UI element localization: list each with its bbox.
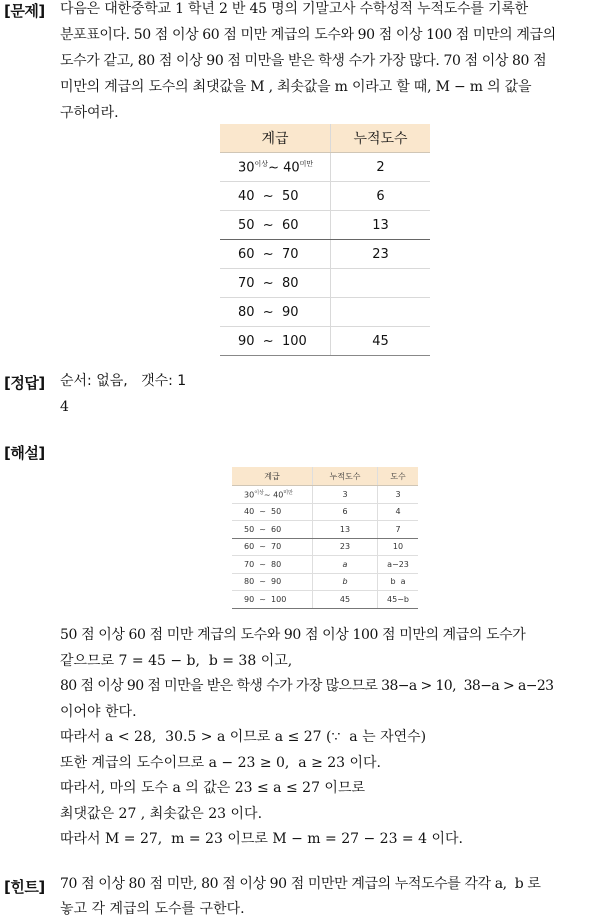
- class-range-cell: 60 ~ 70: [220, 240, 331, 269]
- hint-text: [60, 872, 590, 922]
- cumulative-cell: 3: [313, 486, 378, 504]
- class-range-cell: 80 ~ 90: [220, 298, 331, 327]
- problem-line: 미만의 계급의 도수의 최댓값을 M , 최솟값을 m 이라고 할 때, M − m 의 값을: [60, 79, 532, 95]
- table-row: [232, 538, 418, 556]
- table-row: [232, 486, 418, 504]
- cumulative-cell: 6: [313, 503, 378, 521]
- class-range-cell: 50 ~ 60: [220, 211, 331, 240]
- frequency-cell: 4: [378, 503, 419, 521]
- problem-label: [문제]: [4, 2, 45, 20]
- cumulative-cell: 6: [331, 182, 431, 211]
- class-range-cell: $30^{이상}\sim$ $40^{미만}$: [232, 486, 313, 504]
- answer-value: 4: [60, 399, 69, 415]
- table-header: 계급: [220, 124, 331, 153]
- hint-line: 70 점 이상 80 점 미만, 80 점 이상 90 점 미만만 계급의 누적도수를 각각 a, b 로: [60, 876, 541, 892]
- explanation-line: 80 점 이상 90 점 미만을 받은 학생 수가 가장 많으므로 38−a > 10, 38−a > a−23: [60, 678, 554, 694]
- cumulative-cell: 13: [331, 211, 431, 240]
- class-range-cell: 40 ~ 50: [232, 503, 313, 521]
- problem-text: [60, 0, 590, 126]
- problem-line: 분포표이다. 50 점 이상 60 점 미만 계급의 도수와 90 점 이상 100 점 미만의 계급의: [60, 27, 556, 43]
- cumulative-cell: b: [313, 573, 378, 591]
- frequency-cell: a−23: [378, 556, 419, 574]
- table-row: [220, 153, 430, 182]
- class-range-cell: 50 ~ 60: [232, 521, 313, 539]
- cumulative-cell: 13: [313, 521, 378, 539]
- explanation-label: [해설]: [4, 444, 45, 462]
- explanation-line: 또한 계급의 도수이므로 a − 23 ≥ 0, a ≥ 23 이다.: [60, 754, 382, 771]
- class-range-cell: 40 ~ 50: [220, 182, 331, 211]
- problem-line: 구하여라.: [60, 105, 119, 121]
- cumulative-cell: 23: [313, 538, 378, 556]
- table-header: 누적도수: [331, 124, 431, 153]
- table-header: 계급: [232, 467, 313, 486]
- explanation-line: 따라서 M = 27, m = 23 이므로 M − m = 27 − 23 = 4 이다.: [60, 831, 463, 847]
- explanation-line: 따라서, 마의 도수 a 의 값은 23 ≤ a ≤ 27 이므로: [60, 780, 365, 796]
- superscript: 미만: [283, 489, 293, 496]
- class-range-cell: 90 ~ 100: [232, 591, 313, 609]
- frequency-cell: 3: [378, 486, 419, 504]
- explanation-line: 이어야 한다.: [60, 703, 137, 720]
- frequency-cell: b a: [378, 573, 419, 591]
- table-row: [220, 327, 430, 356]
- explanation-text: [60, 623, 590, 853]
- cumulative-frequency-table: [220, 124, 430, 356]
- table-header: 도수: [378, 467, 419, 486]
- superscript: 이상: [254, 159, 269, 168]
- class-range-cell: $30^{이상}\sim$ $40^{미만}$: [220, 153, 331, 182]
- table-row: [232, 573, 418, 591]
- table-row: [220, 182, 430, 211]
- table-row: [220, 269, 430, 298]
- answer-text: [60, 368, 590, 420]
- hint-line: 놓고 각 계급의 도수를 구한다.: [60, 901, 245, 917]
- table-row: [232, 503, 418, 521]
- superscript: 미만: [299, 159, 314, 168]
- answer-label: [정답]: [4, 374, 45, 392]
- hint-label: [힌트]: [4, 878, 45, 896]
- frequency-cell: 45−b: [378, 591, 419, 609]
- class-range-cell: 80 ~ 90: [232, 573, 313, 591]
- frequency-cell: 10: [378, 538, 419, 556]
- table-row: [232, 591, 418, 609]
- class-range-cell: 90 ~ 100: [220, 327, 331, 356]
- cumulative-cell: 2: [331, 153, 431, 182]
- answer-line: 순서: 없음, 갯수: 1: [60, 373, 187, 389]
- explanation-line: 같으므로 7 = 45 − b, b = 38 이고,: [60, 652, 293, 669]
- table-row: [232, 556, 418, 574]
- problem-line: 다음은 대한중학교 1 학년 2 반 45 명의 기말고사 수학성적 누적도수를 기록한: [60, 1, 528, 17]
- table-row: [220, 240, 430, 269]
- solution-table: [232, 467, 418, 609]
- cumulative-cell: 23: [331, 240, 431, 269]
- cumulative-cell: [331, 298, 431, 327]
- table-row: [232, 521, 418, 539]
- class-range-cell: 60 ~ 70: [232, 538, 313, 556]
- frequency-cell: 7: [378, 521, 419, 539]
- explanation-line: 따라서 a < 28, 30.5 > a 이므로 a ≤ 27 (∵ a 는 자연수): [60, 729, 427, 745]
- explanation-line: 50 점 이상 60 점 미만 계급의 도수와 90 점 이상 100 점 미만의 계급의 도수가: [60, 627, 526, 643]
- table-row: [220, 298, 430, 327]
- explanation-line: 최댓값은 27 , 최솟값은 23 이다.: [60, 805, 263, 822]
- problem-line: 도수가 같고, 80 점 이상 90 점 미만을 받은 학생 수가 가장 많다. 70 점 이상 80 점: [60, 53, 547, 69]
- class-range-cell: 70 ~ 80: [220, 269, 331, 298]
- class-range-cell: 70 ~ 80: [232, 556, 313, 574]
- table-header: 누적도수: [313, 467, 378, 486]
- table-row: [220, 211, 430, 240]
- cumulative-cell: a: [313, 556, 378, 574]
- cumulative-cell: [331, 269, 431, 298]
- cumulative-cell: 45: [313, 591, 378, 609]
- superscript: 이상: [254, 489, 264, 496]
- cumulative-cell: 45: [331, 327, 431, 356]
